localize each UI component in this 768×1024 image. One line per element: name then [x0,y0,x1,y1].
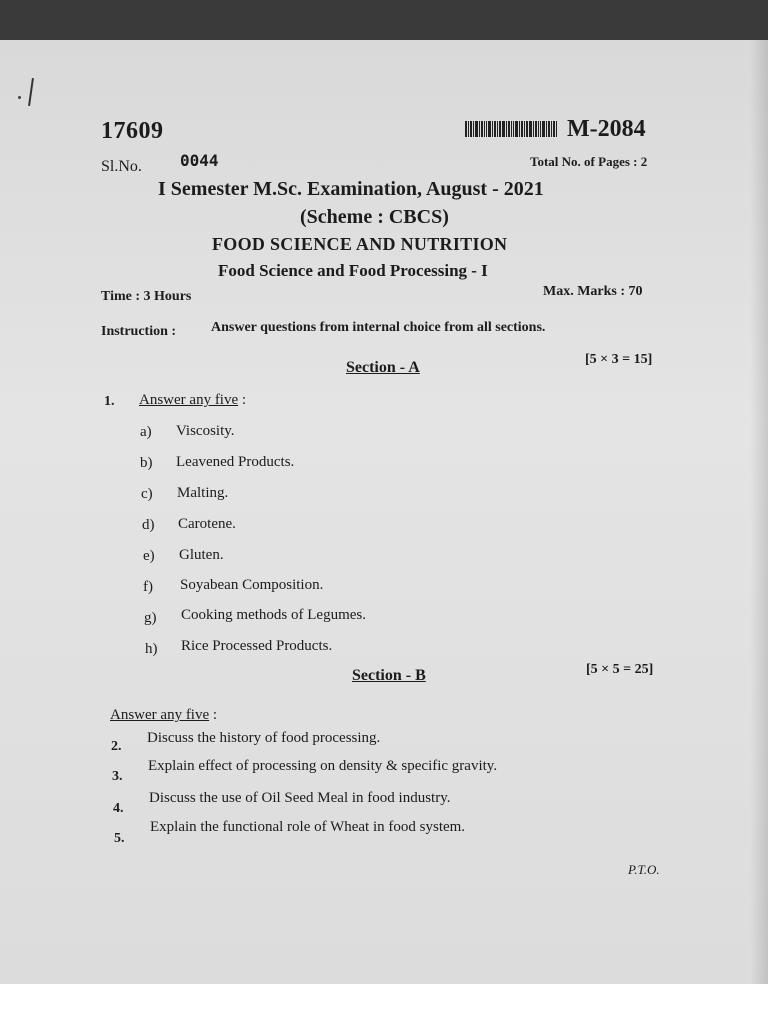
exam-title: I Semester M.Sc. Examination, August - 2021 [158,178,544,200]
question-text: Explain the functional role of Wheat in food system. [150,819,466,835]
list-item-letter: f) [143,579,153,595]
section-b-title: Section - B [352,667,426,684]
serial-number-value: 0044 [180,151,219,170]
instruction-label: Instruction : [101,324,177,339]
question-text: Discuss the history of food processing. [147,730,381,746]
list-item-text: Carotene. [178,516,236,532]
answer-any-five-label: Answer any five [139,392,239,408]
section-a-title: Section - A [346,359,420,376]
question-number: 4. [113,801,124,816]
question-number: 1. [104,394,115,409]
exam-code: 17609 [101,118,164,144]
list-item-letter: e) [143,548,155,564]
paper-edge-shadow [750,40,768,984]
section-b-instruction [110,706,217,724]
paper-title: Food Science and Food Processing - I [218,261,488,280]
list-item-text: Malting. [177,485,229,501]
list-item-letter: g) [144,610,157,626]
list-item-letter: a) [140,424,152,440]
total-pages: Total No. of Pages : 2 [530,154,648,169]
max-marks: Max. Marks : 70 [543,284,643,299]
colon: : [209,707,218,723]
section-b-marks: [5 × 5 = 25] [586,662,654,677]
answer-any-five-label: Answer any five [110,707,210,723]
list-item-letter: b) [140,455,153,471]
scheme-title: (Scheme : CBCS) [300,206,449,228]
list-item-text: Soyabean Composition. [180,577,324,593]
section-a-marks: [5 × 3 = 15] [585,352,653,367]
serial-number-label: Sl.No. [101,158,142,175]
question-number: 2. [111,739,122,754]
scan-bottom-border [0,984,768,1024]
barcode-icon [465,121,557,137]
section-a-instruction [139,391,246,409]
list-item-text: Viscosity. [176,423,235,439]
question-text: Discuss the use of Oil Seed Meal in food industry. [149,790,451,806]
pen-dot [18,96,21,99]
scan-dark-border [0,0,768,40]
question-number: 5. [114,831,125,846]
instruction-text: Answer questions from internal choice from all sections. [211,320,546,335]
list-item-text: Cooking methods of Legumes. [181,607,366,623]
paper-code: M-2084 [567,116,646,142]
list-item-text: Gluten. [179,547,224,563]
list-item-letter: h) [145,641,158,657]
colon: : [238,392,247,408]
question-number: 3. [112,769,123,784]
list-item-letter: c) [141,486,153,502]
question-text: Explain effect of processing on density & specific gravity. [148,758,498,774]
list-item-text: Leavened Products. [176,454,295,470]
list-item-text: Rice Processed Products. [181,638,333,654]
time-allowed: Time : 3 Hours [101,289,192,304]
please-turn-over: P.T.O. [628,862,660,877]
list-item-letter: d) [142,517,155,533]
subject-title: FOOD SCIENCE AND NUTRITION [212,234,508,254]
